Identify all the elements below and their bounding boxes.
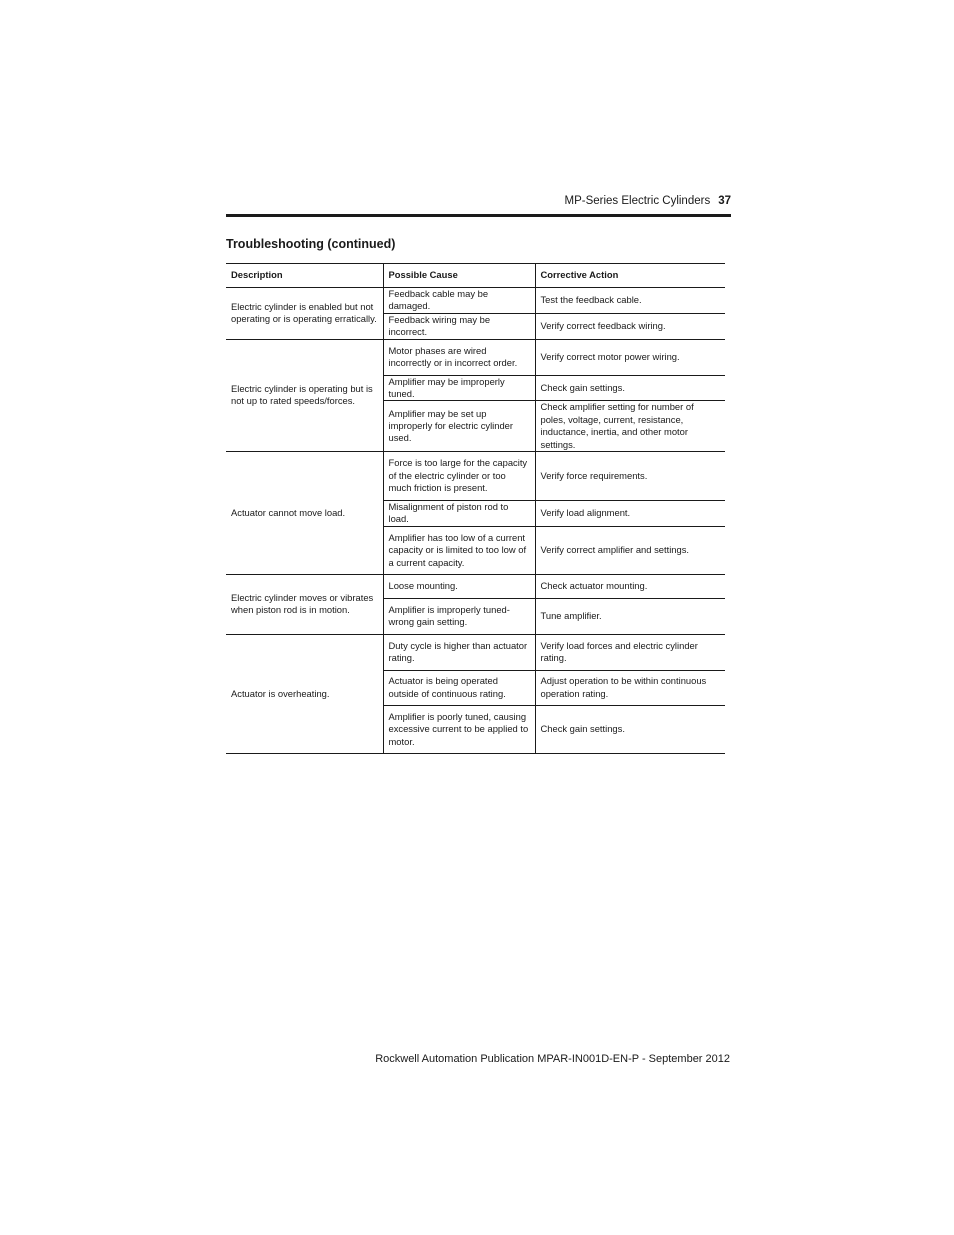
cause-cell: Motor phases are wired incorrectly or in incorrect order.: [383, 339, 535, 375]
cause-cell: Feedback cable may be damaged.: [383, 288, 535, 314]
action-cell: Verify correct motor power wiring.: [535, 339, 725, 375]
column-header-possible-cause: Possible Cause: [383, 264, 535, 288]
cause-cell: Amplifier is poorly tuned, causing excessive current to be applied to motor.: [383, 705, 535, 753]
page-header: [226, 193, 731, 209]
action-cell: Check gain settings.: [535, 705, 725, 753]
table-row: [226, 452, 725, 501]
table-header: [226, 264, 725, 288]
description-cell: Electric cylinder is operating but is not up to rated speeds/forces.: [226, 339, 383, 451]
cause-cell: Amplifier is improperly tuned- wrong gain setting.: [383, 598, 535, 634]
description-cell: Actuator cannot move load.: [226, 452, 383, 575]
page-footer: Rockwell Automation Publication MPAR-IN001D-EN-P - September 2012: [375, 1053, 730, 1065]
troubleshooting-table: [226, 263, 725, 754]
column-header-corrective-action: Corrective Action: [535, 264, 725, 288]
cause-cell: Amplifier may be set up improperly for electric cylinder used.: [383, 401, 535, 452]
cause-cell: Actuator is being operated outside of continuous rating.: [383, 670, 535, 705]
action-cell: Tune amplifier.: [535, 598, 725, 634]
cause-cell: Duty cycle is higher than actuator rating.: [383, 634, 535, 670]
description-cell: Electric cylinder is enabled but not operating or is operating erratically.: [226, 288, 383, 340]
cause-cell: Loose mounting.: [383, 574, 535, 598]
action-cell: Verify force requirements.: [535, 452, 725, 501]
table-row: [226, 574, 725, 598]
action-cell: Check amplifier setting for number of poles, voltage, current, resistance, inductance, inertia, and other motor settings.: [535, 401, 725, 452]
table-body: [226, 288, 725, 754]
page-number: 37: [718, 195, 731, 207]
description-cell: Actuator is overheating.: [226, 634, 383, 753]
section-title: Troubleshooting (continued): [226, 237, 396, 251]
action-cell: Check actuator mounting.: [535, 574, 725, 598]
table-header-row: [226, 264, 725, 288]
cause-cell: Feedback wiring may be incorrect.: [383, 313, 535, 339]
cause-cell: Force is too large for the capacity of the electric cylinder or too much friction is present.: [383, 452, 535, 501]
running-title: MP-Series Electric Cylinders: [564, 195, 711, 207]
table-row: [226, 339, 725, 375]
cause-cell: Misalignment of piston rod to load.: [383, 501, 535, 527]
cause-cell: Amplifier has too low of a current capacity or is limited to too low of a current capacity.: [383, 526, 535, 574]
column-header-description: Description: [226, 264, 383, 288]
action-cell: Verify correct feedback wiring.: [535, 313, 725, 339]
action-cell: Verify load forces and electric cylinder rating.: [535, 634, 725, 670]
table-row: [226, 634, 725, 670]
action-cell: Test the feedback cable.: [535, 288, 725, 314]
action-cell: Verify load alignment.: [535, 501, 725, 527]
action-cell: Verify correct amplifier and settings.: [535, 526, 725, 574]
header-rule: [226, 214, 731, 217]
cause-cell: Amplifier may be improperly tuned.: [383, 375, 535, 401]
description-cell: Electric cylinder moves or vibrates when piston rod is in motion.: [226, 574, 383, 634]
action-cell: Adjust operation to be within continuous operation rating.: [535, 670, 725, 705]
action-cell: Check gain settings.: [535, 375, 725, 401]
table-row: [226, 288, 725, 314]
